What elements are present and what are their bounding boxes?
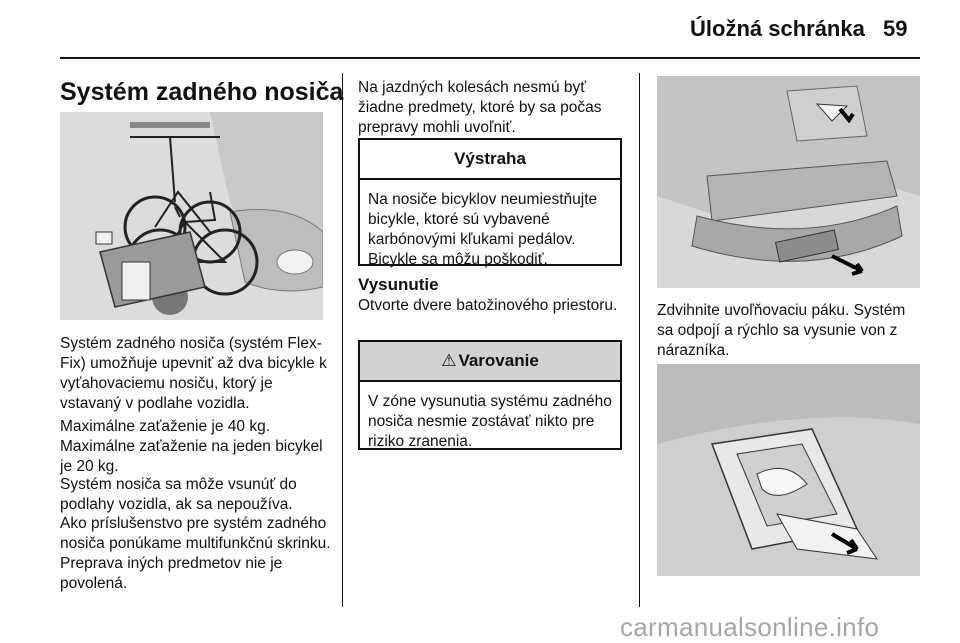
paragraph-intro: Na jazdných kolesách nesmú byť žiadne predmety, ktoré by sa počas prepravy mohli uvoľniť. [358,79,602,136]
notice-box [358,138,622,266]
warning-text: V zóne vysunutia systému zadného nosiča nesmie zostávať nikto pre riziko zranenia. [368,393,612,450]
warning-title: Varovanie [458,351,539,370]
subsection-title: Vysunutie [358,275,439,294]
warning-box [358,340,622,450]
notice-title: Výstraha [360,140,620,180]
paragraph-description: Systém zadného nosiča (systém Flex-Fix) umožňuje upevniť až dva bicykle k vyťahovaciemu nosiču, ktorý je vstavaný v podlahe vozidla. [60,335,327,412]
carrier-extended-illustration [657,364,920,576]
section-title: Systém zadného nosiča [60,78,344,106]
column-divider-1 [342,73,343,607]
trunk-release-lever-illustration [657,76,920,288]
paragraph-accessory: Ako príslušenstvo pre systém zadného nosiča ponúkame multifunkčnú skrinku. Preprava iných predmetov nie je povolená. [60,515,331,592]
paragraph-max-load: Maximálne zaťaženie je 40 kg. Maximálne zaťaženie na jeden bicykel je 20 kg. [60,418,323,475]
header-divider [60,57,920,59]
release-lever-caption: Zdvihnite uvoľňovaciu páku. Systém sa odpojí a rýchlo sa vysunie von z nárazníka. [657,302,906,359]
bike-carrier-illustration [60,112,323,320]
warning-triangle-icon: ⚠ [441,351,457,370]
subsection-text: Otvorte dvere batožinového priestoru. [358,297,618,314]
page-header-title: Úložná schránka [690,16,865,41]
page-number: 59 [883,16,908,41]
paragraph-stowing: Systém nosiča sa môže vsunúť do podlahy vozidla, ak sa nepoužíva. [60,476,297,513]
warning-header [360,342,620,382]
notice-text: Na nosiče bicyklov neumiestňujte bicykle, ktoré sú vybavené karbónovými kľukami pedálov. Bicykle sa môžu poškodiť. [368,191,598,268]
watermark: carmanualsonline.info [620,612,880,642]
column-divider-2 [639,73,640,607]
